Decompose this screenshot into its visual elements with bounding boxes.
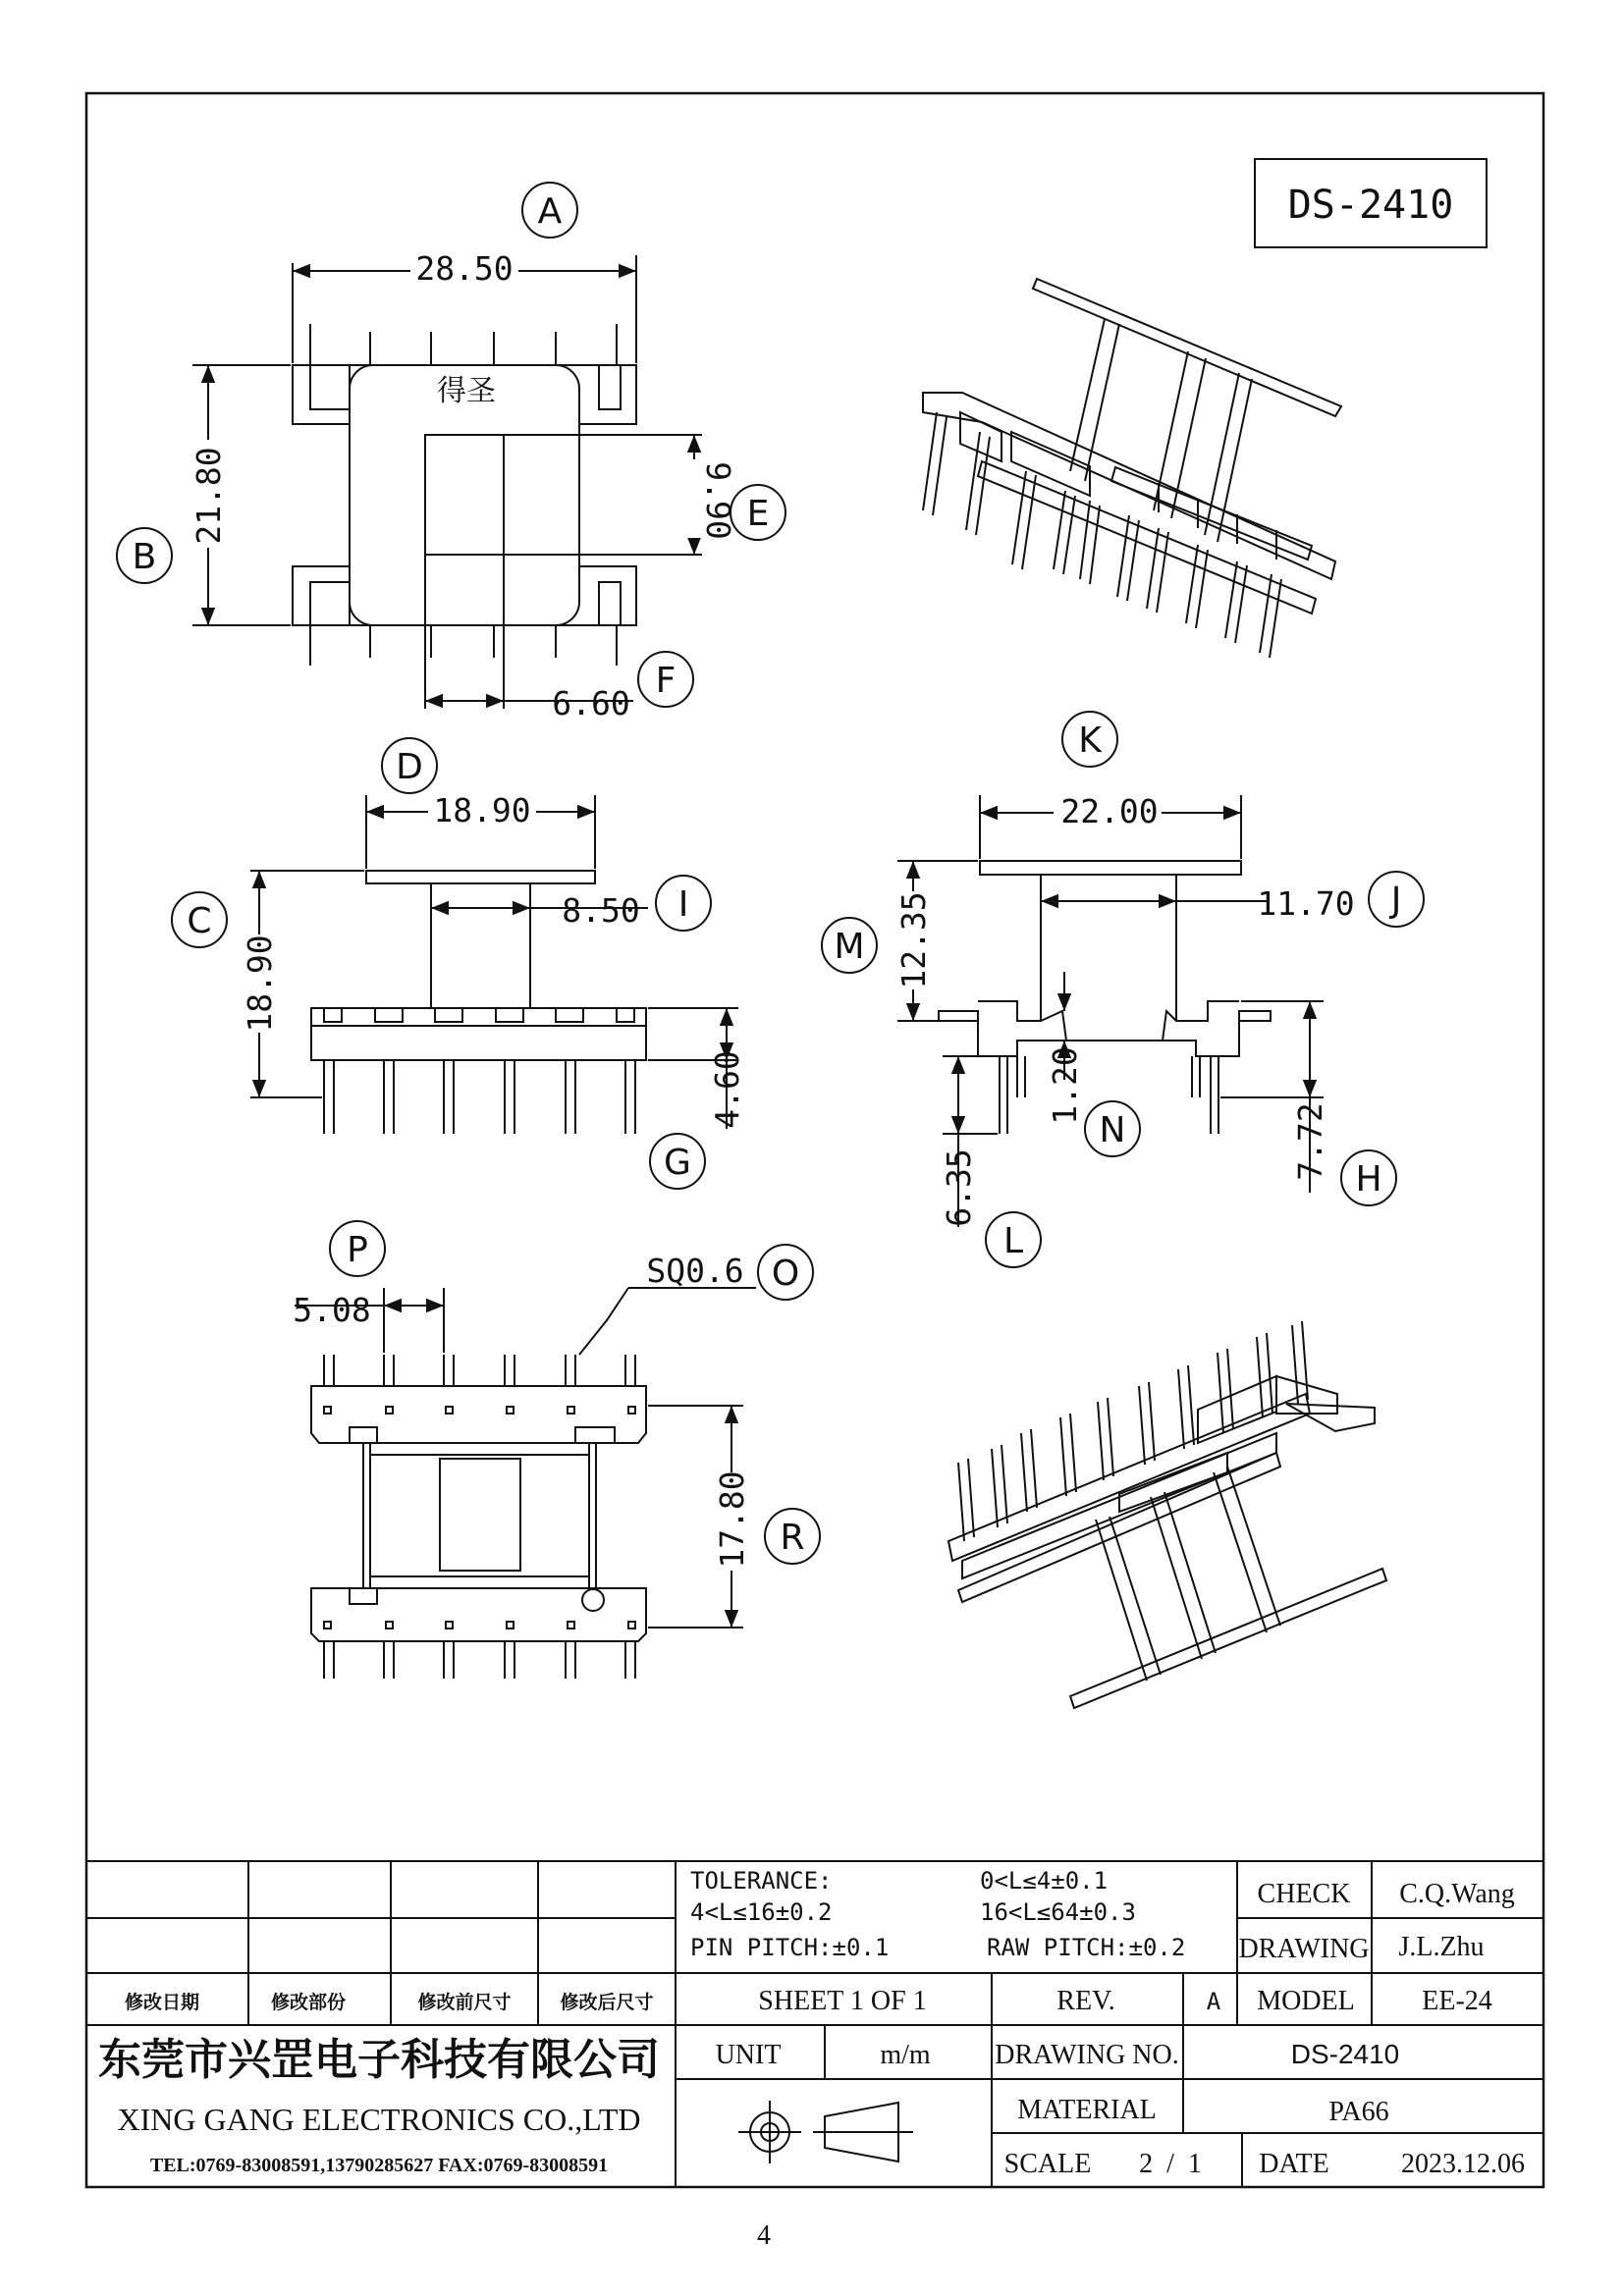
dim-r-value: 17.80 — [713, 1470, 751, 1569]
label-d: D — [396, 747, 423, 787]
dim-i-value: 8.50 — [562, 891, 640, 930]
rev-header-date: 修改日期 — [124, 1992, 200, 2013]
label-i: I — [677, 884, 689, 925]
label-j: J — [1390, 881, 1402, 921]
scale-value: 2 / 1 — [1139, 2149, 1202, 2179]
tolerance-range-1: 0<L≤4±0.1 — [980, 1867, 1109, 1895]
label-l: L — [1002, 1221, 1024, 1261]
pin-pitch-tolerance: PIN PITCH:±0.1 — [690, 1934, 890, 1961]
unit-label: UNIT — [715, 2040, 782, 2070]
tolerance-title: TOLERANCE: — [690, 1867, 833, 1895]
label-b: B — [132, 537, 157, 577]
dim-m-value: 12.35 — [894, 891, 933, 989]
label-k: K — [1078, 721, 1102, 761]
dim-h-value: 7.72 — [1291, 1102, 1329, 1181]
date-label: DATE — [1259, 2149, 1329, 2179]
rev-header-after: 修改后尺寸 — [560, 1992, 654, 2013]
rev-value: A — [1206, 1988, 1221, 2015]
side-view — [897, 795, 1324, 1134]
check-label: CHECK — [1257, 1879, 1351, 1909]
dim-k-value: 22.00 — [1060, 792, 1159, 830]
raw-pitch-tolerance: RAW PITCH:±0.2 — [987, 1934, 1186, 1961]
label-h: H — [1355, 1159, 1382, 1200]
isometric-view-bottom — [948, 1321, 1386, 1708]
company-contact: TEL:0769-83008591,13790285627 FAX:0769-83008591 — [149, 2155, 609, 2176]
drawing-label: DRAWING — [1238, 1934, 1370, 1964]
label-o: O — [771, 1254, 800, 1294]
company-name-cn: 东莞市兴罡电子科技有限公司 — [98, 2036, 660, 2084]
label-n: N — [1099, 1110, 1126, 1150]
dim-f-value: 6.60 — [552, 684, 630, 722]
label-g: G — [664, 1143, 691, 1183]
front-view — [250, 795, 738, 1134]
rev-header-part: 修改部份 — [270, 1992, 347, 2013]
dim-g-value: 4.60 — [708, 1050, 746, 1129]
unit-value: m/m — [880, 2040, 931, 2070]
brand-mark: 得圣 — [437, 375, 496, 407]
dim-p-value: 5.08 — [293, 1291, 371, 1329]
company-name-en: XING GANG ELECTRONICS CO.,LTD — [117, 2102, 641, 2137]
top-view — [192, 255, 702, 709]
dim-e-value: 9.90 — [699, 461, 737, 540]
label-r: R — [780, 1518, 805, 1558]
label-f: F — [655, 661, 677, 701]
dim-n-value: 1.20 — [1046, 1046, 1084, 1125]
check-value: C.Q.Wang — [1399, 1879, 1515, 1909]
dim-l-value: 6.35 — [940, 1148, 978, 1227]
drawing-id-text: DS-2410 — [1287, 183, 1454, 228]
rev-label: REV. — [1056, 1986, 1115, 2016]
isometric-view-top — [923, 279, 1341, 658]
dim-j-value: 11.70 — [1257, 884, 1355, 923]
rev-header-before: 修改前尺寸 — [417, 1992, 512, 2013]
model-label: MODEL — [1257, 1986, 1355, 2016]
material-label: MATERIAL — [1017, 2095, 1157, 2125]
scale-label: SCALE — [1003, 2149, 1092, 2179]
page-number: 4 — [757, 2220, 771, 2251]
tolerance-range-3: 16<L≤64±0.3 — [980, 1898, 1136, 1926]
label-m: M — [834, 927, 865, 967]
dim-c-value: 18.90 — [241, 934, 279, 1033]
bottom-view — [311, 1288, 743, 1679]
label-e: E — [746, 494, 770, 534]
material-value: PA66 — [1328, 2097, 1389, 2127]
tolerance-range-2: 4<L≤16±0.2 — [690, 1898, 833, 1926]
date-value: 2023.12.06 — [1401, 2149, 1525, 2179]
label-p: P — [347, 1230, 368, 1270]
dim-o-value: SQ0.6 — [646, 1252, 744, 1290]
drawing-no-label: DRAWING NO. — [995, 2040, 1179, 2070]
dim-a-value: 28.50 — [415, 249, 514, 288]
model-value: EE-24 — [1422, 1986, 1492, 2016]
sheet-count: SHEET 1 OF 1 — [758, 1986, 927, 2016]
drawing-no-value: DS-2410 — [1290, 2039, 1400, 2069]
label-c: C — [187, 901, 212, 941]
dim-d-value: 18.90 — [433, 791, 531, 829]
drawing-value: J.L.Zhu — [1398, 1932, 1485, 1962]
label-a: A — [537, 191, 563, 232]
dim-b-value: 21.80 — [189, 447, 228, 545]
